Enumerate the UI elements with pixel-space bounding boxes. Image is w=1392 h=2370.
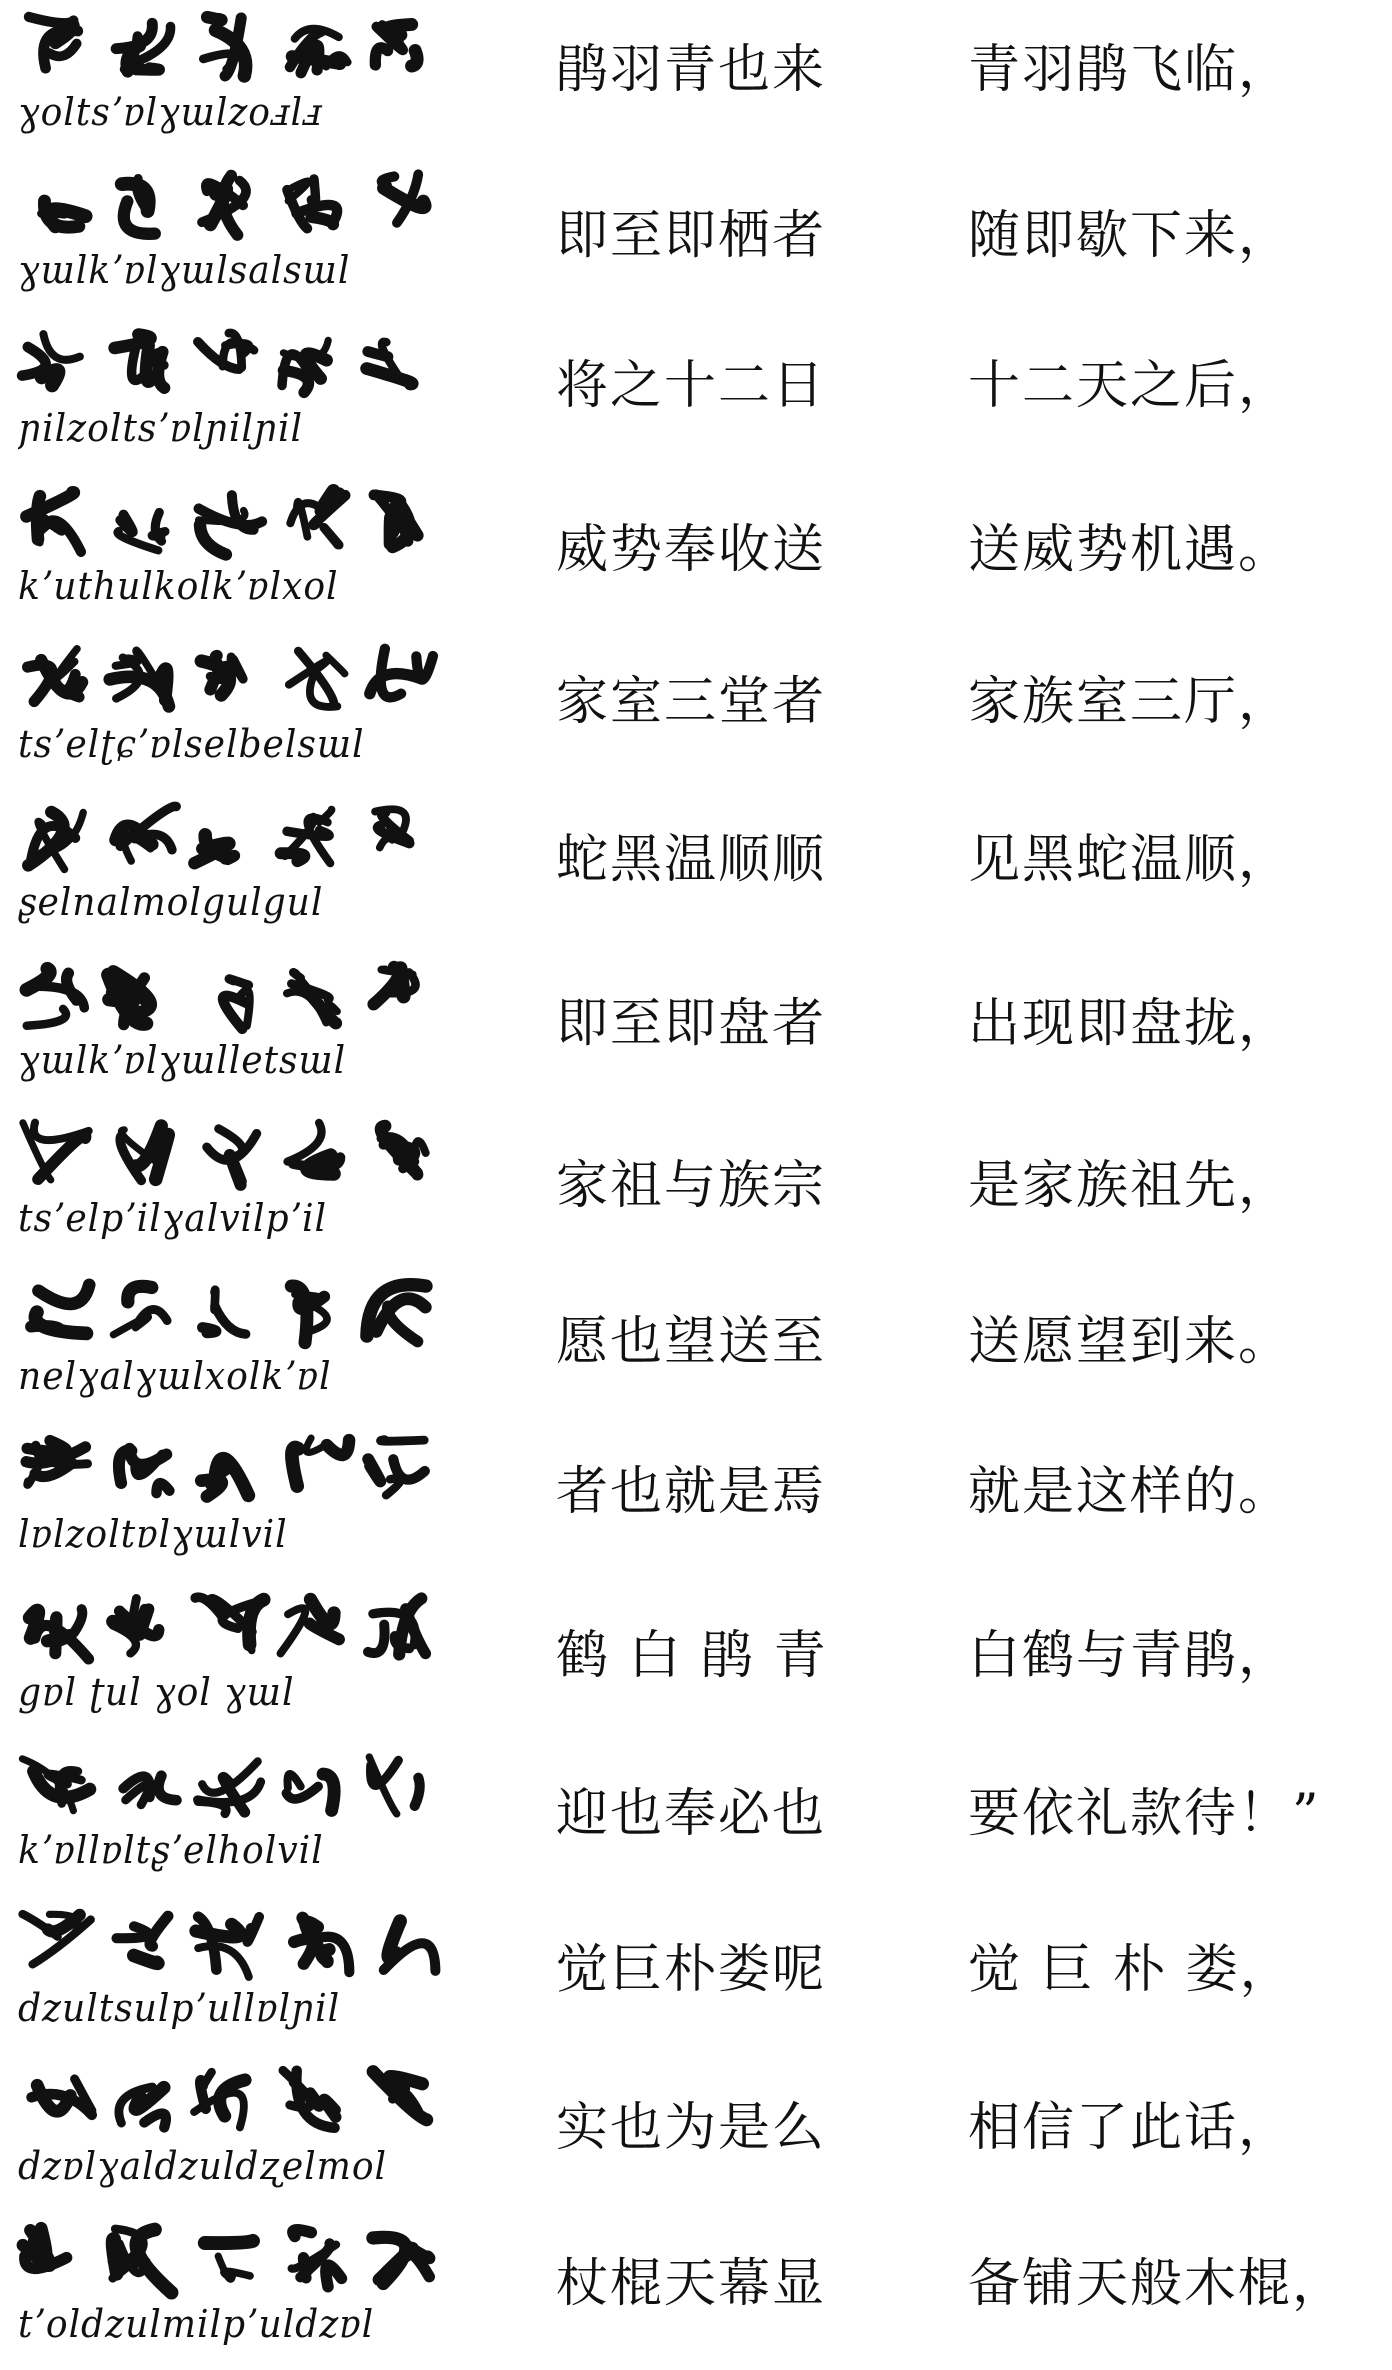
- script-cell: [14, 1270, 454, 1420]
- verse-row: [0, 1896, 1392, 2054]
- word-gloss: 将之十二日: [556, 356, 827, 416]
- free-translation: 青羽鹃飞临，: [968, 40, 1293, 100]
- verse-row: [0, 474, 1392, 632]
- phonetic-transcription: ɣɯlkʼɐlɣɯlsalsɯl: [18, 248, 351, 292]
- script-cell: [14, 1744, 454, 1894]
- handwritten-script-glyphs: [14, 164, 454, 254]
- verse-row: [0, 632, 1392, 790]
- free-translation: 觉 巨 朴 娄，: [968, 1940, 1294, 2000]
- phonetic-transcription: kʼɐllɐltʂʼelholvil: [18, 1828, 324, 1872]
- phonetic-transcription: tsʼelʈɕʼɐlselbelsɯl: [18, 722, 365, 766]
- verse-row: [0, 1580, 1392, 1738]
- phonetic-transcription: ɣoltsʼɐlɣɯlzoⅎlⅎ: [18, 90, 323, 134]
- handwritten-script-glyphs: [14, 954, 454, 1044]
- free-translation: 就是这样的。: [968, 1462, 1293, 1522]
- free-translation: 出现即盘拢，: [968, 994, 1293, 1054]
- phonetic-transcription: kʼuthulkolkʼɐlxol: [18, 564, 339, 608]
- handwritten-script-glyphs: [14, 322, 454, 412]
- script-cell: [14, 1428, 454, 1578]
- handwritten-script-glyphs: [14, 1428, 454, 1518]
- script-cell: [14, 164, 454, 314]
- verse-row: [0, 1264, 1392, 1422]
- word-gloss: 家室三堂者: [556, 672, 827, 732]
- script-cell: [14, 480, 454, 630]
- verse-row: [0, 2212, 1392, 2370]
- verse-row: [0, 948, 1392, 1106]
- handwritten-script-glyphs: [14, 1112, 454, 1202]
- phonetic-transcription: gɐl ʈul ɣol ɣɯl: [18, 1670, 295, 1714]
- free-translation: 见黑蛇温顺，: [968, 830, 1293, 890]
- word-gloss: 实也为是么: [556, 2098, 827, 2158]
- phonetic-transcription: ɣɯlkʼɐlɣɯlletsɯl: [18, 1038, 347, 1082]
- phonetic-transcription: tʼoldzulmilpʼuldzɐl: [18, 2302, 375, 2346]
- free-translation: 送威势机遇。: [968, 520, 1293, 580]
- phonetic-transcription: dzultsulpʼullɐlɲil: [18, 1986, 341, 2030]
- word-gloss: 家祖与族宗: [556, 1156, 827, 1216]
- script-cell: [14, 1586, 454, 1736]
- word-gloss: 即至即栖者: [556, 206, 827, 266]
- phonetic-transcription: lɐlzoltɐlɣɯlvil: [18, 1512, 288, 1556]
- handwritten-script-glyphs: [14, 1902, 454, 1992]
- handwritten-script-glyphs: [14, 638, 454, 728]
- handwritten-script-glyphs: [14, 796, 454, 886]
- phonetic-transcription: tsʼelpʼilɣalvilpʼil: [18, 1196, 328, 1240]
- handwritten-script-glyphs: [14, 2218, 454, 2308]
- phonetic-transcription: ɲilzoltsʼɐlɲilɲil: [18, 406, 303, 450]
- verse-row: [0, 790, 1392, 948]
- word-gloss: 鹃羽青也来: [556, 40, 827, 100]
- word-gloss: 杖棍天幕显: [556, 2254, 827, 2314]
- script-cell: [14, 6, 454, 156]
- free-translation: 十二天之后，: [968, 356, 1293, 416]
- script-cell: [14, 1112, 454, 1262]
- free-translation: 要依礼款待！”: [968, 1784, 1321, 1844]
- script-cell: [14, 322, 454, 472]
- script-cell: [14, 796, 454, 946]
- free-translation: 家族室三厅，: [968, 672, 1293, 732]
- handwritten-script-glyphs: [14, 1586, 454, 1676]
- handwritten-script-glyphs: [14, 2060, 454, 2150]
- handwritten-script-glyphs: [14, 6, 454, 96]
- word-gloss: 愿也望送至: [556, 1312, 827, 1372]
- phonetic-transcription: nelɣalɣɯlxolkʼɐl: [18, 1354, 332, 1398]
- word-gloss: 迎也奉必也: [556, 1784, 827, 1844]
- handwritten-script-glyphs: [14, 1270, 454, 1360]
- verse-row: [0, 1106, 1392, 1264]
- script-cell: [14, 638, 454, 788]
- word-gloss: 者也就是焉: [556, 1462, 827, 1522]
- phonetic-transcription: ʂelnalmolgulgul: [18, 880, 324, 924]
- verse-row: [0, 1422, 1392, 1580]
- word-gloss: 鹤 白 鹃 青: [556, 1626, 828, 1686]
- verse-row: [0, 158, 1392, 316]
- free-translation: 随即歇下来，: [968, 206, 1293, 266]
- verse-row: [0, 1738, 1392, 1896]
- verse-row: [0, 316, 1392, 474]
- word-gloss: 蛇黑温顺顺: [556, 830, 827, 890]
- handwritten-script-glyphs: [14, 1744, 454, 1834]
- free-translation: 是家族祖先，: [968, 1156, 1293, 1216]
- script-cell: [14, 2218, 454, 2368]
- handwritten-script-glyphs: [14, 480, 454, 570]
- word-gloss: 觉巨朴娄呢: [556, 1940, 827, 2000]
- free-translation: 白鹤与青鹃，: [968, 1626, 1293, 1686]
- free-translation: 备铺天般木棍，: [968, 2254, 1347, 2314]
- word-gloss: 威势奉收送: [556, 520, 827, 580]
- phonetic-transcription: dzɐlɣaldzuldʐelmol: [18, 2144, 388, 2188]
- free-translation: 送愿望到来。: [968, 1312, 1293, 1372]
- script-cell: [14, 954, 454, 1104]
- script-cell: [14, 2060, 454, 2210]
- verse-row: [0, 0, 1392, 158]
- verse-row: [0, 2054, 1392, 2212]
- word-gloss: 即至即盘者: [556, 994, 827, 1054]
- free-translation: 相信了此话，: [968, 2098, 1293, 2158]
- script-cell: [14, 1902, 454, 2052]
